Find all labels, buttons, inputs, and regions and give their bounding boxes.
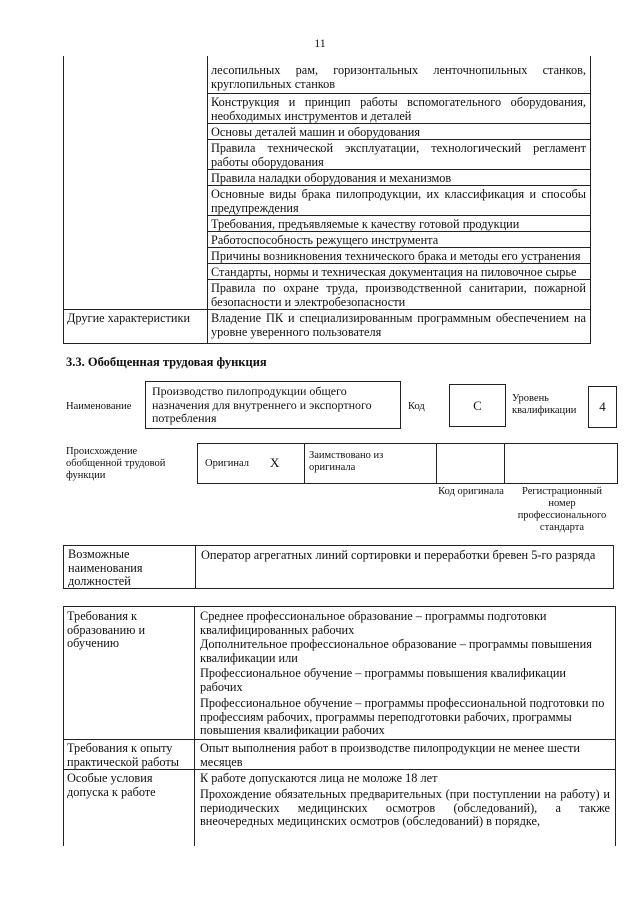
- education-value: Среднее профессиональное образование – программы подготовки квалифицированных рабочих: [200, 609, 547, 637]
- table-row: Стандарты, нормы и техническая документация на пиловочное сырье: [211, 265, 577, 279]
- code-value: C: [449, 384, 506, 427]
- section-title: 3.3. Обобщенная трудовая функция: [66, 355, 267, 369]
- level-value: 4: [588, 386, 617, 428]
- code-label: Код: [408, 401, 425, 412]
- table-row: Правила наладки оборудования и механизмов: [211, 171, 452, 185]
- borrowed-label: Заимствовано из оригинала: [309, 450, 384, 473]
- original-mark: X: [270, 455, 280, 470]
- other-characteristics-label: Другие характеристики: [67, 311, 191, 325]
- original-label: Оригинал: [205, 458, 249, 469]
- education-label: Требования к образованию и обучению: [67, 609, 146, 650]
- table-row: Основы деталей машин и оборудования: [211, 125, 421, 139]
- table-row: Правила по охране труда, производственной санитарии, пожарной безопасности и электробезопасности: [211, 281, 586, 309]
- education-value: Профессиональное обучение – программы профессиональной подготовки по профессиям рабочих, программы переподготовки рабочих, программы повышения квалификации рабочих: [200, 696, 605, 737]
- page-number: 11: [314, 36, 326, 50]
- table-row: Причины возникновения технического брака и методы его устранения: [211, 249, 581, 263]
- origin-box: [197, 443, 618, 484]
- table-row: Основные виды брака пилопродукции, их классификация и способы предупреждения: [211, 187, 586, 215]
- requirements-table: [63, 606, 616, 846]
- other-characteristics-value: Владение ПК и специализированным программным обеспечением на уровне уверенного пользователя: [211, 311, 586, 339]
- name-box: [145, 381, 401, 429]
- table-row: Правила технической эксплуатации, технологический регламент работы оборудования: [211, 141, 586, 169]
- education-value: Профессиональное обучение – программы повышения квалификации рабочих: [200, 666, 566, 694]
- registration-number-caption: Регистрационный номер профессионального стандарта: [517, 486, 607, 533]
- function-name: Производство пилопродукции общего назначения для внутреннего и экспортного потребления: [152, 384, 372, 425]
- table-row: Работоспособность режущего инструмента: [211, 233, 439, 247]
- experience-label: Требования к опыту практической работы: [67, 741, 179, 769]
- positions-value: Оператор агрегатных линий сортировки и переработки бревен 5-го разряда: [201, 548, 596, 562]
- education-value: Дополнительное профессиональное образование – программы повышения квалификации или: [200, 637, 592, 665]
- experience-value: Опыт выполнения работ в производстве пилопродукции не менее шести месяцев: [200, 741, 580, 769]
- name-label: Наименование: [66, 401, 132, 412]
- table-row: Конструкция и принцип работы вспомогательного оборудования, необходимых инструментов и деталей: [211, 95, 586, 123]
- level-label: Уровень квалификации: [512, 393, 577, 416]
- table-row: лесопильных рам, горизонтальных ленточнопильных станков, круглопильных станков: [211, 63, 586, 91]
- special-conditions-value: К работе допускаются лица не моложе 18 лет: [200, 771, 438, 785]
- code-original-caption: Код оригинала: [438, 486, 504, 497]
- origin-label: Происхождение обобщенной трудовой функции: [66, 446, 166, 481]
- table-row: Требования, предъявляемые к качеству готовой продукции: [211, 217, 520, 231]
- special-conditions-value: Прохождение обязательных предварительных (при поступлении на работу) и периодических медицинских осмотров (обследований), а также внеочередных медицинских осмотров (обследований) в порядке,: [200, 787, 610, 828]
- special-conditions-label: Особые условия допуска к работе: [67, 771, 156, 799]
- positions-table: [63, 545, 614, 589]
- positions-label: Возможные наименования должностей: [68, 547, 143, 588]
